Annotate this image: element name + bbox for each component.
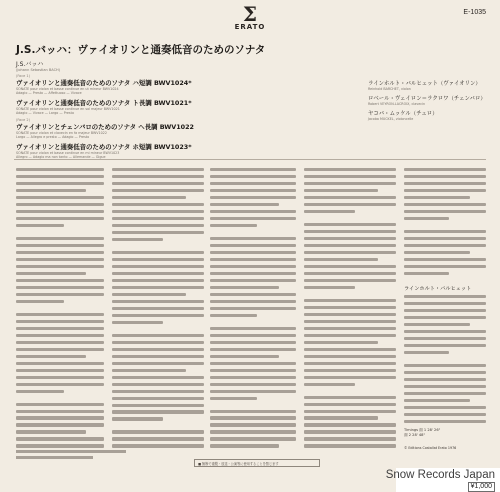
work-movements: Largo — Allegro e presto — Adagio — Presto — [16, 135, 90, 139]
notes-column-4 — [304, 168, 396, 448]
work-movements: Adagio — Vivace — Largo — Presto — [16, 111, 74, 115]
notes-footer-text — [16, 450, 126, 462]
work-item — [16, 74, 306, 95]
shop-name: Snow Records Japan — [385, 469, 495, 481]
performer-biography — [404, 283, 486, 425]
performer-name-en: Jacoba MUCKEL, violoncelle — [368, 117, 414, 121]
works-list — [16, 74, 306, 162]
notes-column-1 — [16, 168, 104, 448]
performer-name-en: Robert VEYRON-LACROIX, clavecin — [368, 102, 426, 106]
catalog-number: E-1035 — [463, 9, 486, 16]
work-item — [16, 98, 306, 115]
side-label: (Face 1) — [16, 74, 30, 78]
performer-name-jp: ラインホルト・バルヒェット（ヴァイオリン） — [368, 81, 481, 87]
timings-label: Timings — [404, 428, 419, 432]
performer-name-jp: ロベール・ヴェイロン＝ラクロワ（チェンバロ） — [368, 96, 486, 102]
performer-name-jp: ヤコバ・ムッケル（チェロ） — [368, 111, 438, 117]
price-tag: ¥1,000 — [468, 482, 495, 492]
notes-column-5 — [404, 168, 486, 278]
composer-credit — [16, 59, 60, 72]
notes-column-3 — [210, 168, 296, 448]
work-title-en: SONATE pour violon et basse continue en mi mineur BWV1023 — [16, 151, 120, 155]
performer-name-en: Reinhold BARCHET, violon — [368, 87, 411, 91]
timings — [404, 428, 440, 438]
work-title-jp: ヴァイオリンと通奏低音のためのソナタ ハ短調 BWV1024* — [16, 79, 192, 87]
work-title-jp: ヴァイオリンと通奏低音のためのソナタ ト長調 BWV1021* — [16, 99, 192, 107]
copy-warning-box: ■ 無断で複製・放送・公演等に使用することを禁じます — [194, 459, 320, 467]
album-title: J.S.バッハ：ヴァイオリンと通奏低音のためのソナタ — [16, 44, 266, 56]
biography-heading: ラインホルト・バルヒェット — [404, 286, 472, 292]
timing-face-1: 面 1 28' 26" — [419, 428, 441, 432]
work-movements: Adagio — Presto — Affettuoso — Vivace — [16, 91, 82, 95]
performer-item — [368, 109, 486, 121]
label-name: ERATO — [234, 23, 266, 31]
composer-name-jp: J.S.バッハ — [16, 61, 44, 68]
work-item — [16, 142, 306, 159]
sigma-logo-icon: Σ — [242, 2, 258, 26]
work-title-en: SONATE pour violon et clavecin en fa majeur BWV1022 — [16, 131, 107, 135]
performer-item — [368, 79, 486, 91]
work-movements: Allegro — Adagio ma non tanto — Allemande — Gigue — [16, 155, 106, 159]
timing-face-2: 面 2 28' 48" — [404, 433, 426, 437]
shop-watermark — [385, 468, 500, 492]
copyright-notice: © Editions Costallat Erato 1976 — [404, 446, 457, 450]
work-title-en: SONATE pour violon et basse continue en ut mineur BWV1024 — [16, 87, 119, 91]
notes-column-2 — [112, 168, 204, 448]
erato-logo — [232, 4, 268, 31]
section-divider — [14, 159, 486, 160]
work-title-jp: ヴァイオリンとチェンバロのためのソナタ ヘ長調 BWV1022 — [16, 123, 195, 131]
side-label: (Face 2) — [16, 118, 30, 122]
performers-list — [368, 79, 486, 124]
work-title-jp: ヴァイオリンと通奏低音のためのソナタ ホ短調 BWV1023* — [16, 143, 192, 151]
work-item — [16, 118, 306, 139]
performer-item — [368, 94, 486, 106]
work-title-en: SONATE pour violon et basse continue en sol majeur BWV1021 — [16, 107, 120, 111]
composer-name-en: (Johann Sebastian BACH) — [16, 68, 61, 72]
